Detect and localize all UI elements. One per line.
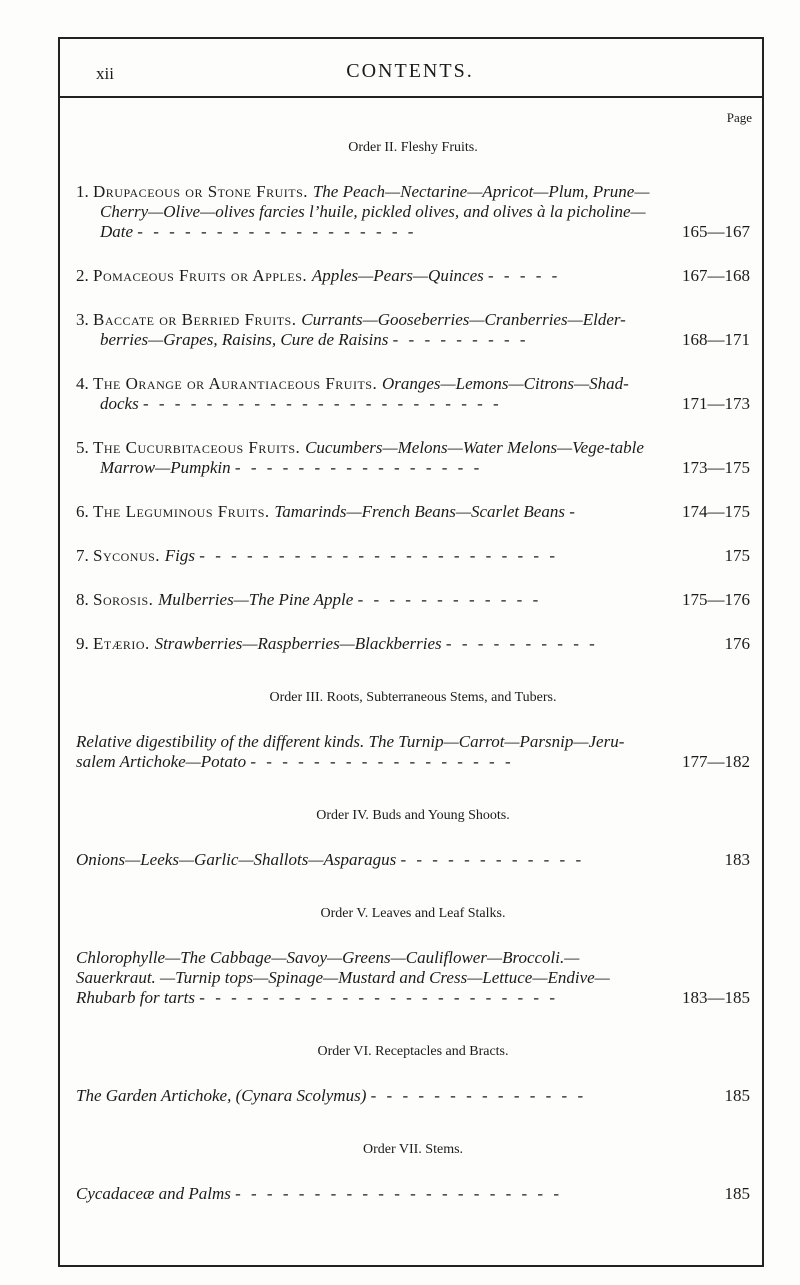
page-range: 185 <box>724 1086 750 1105</box>
entry-description: Tamarinds—French Beans—Scarlet Beans <box>274 502 570 521</box>
entry-number: 9. <box>76 634 93 653</box>
page-range: 174—175 <box>682 502 750 521</box>
toc-entry <box>76 850 750 870</box>
toc-entry <box>76 182 750 242</box>
toc-entry-text <box>76 182 750 242</box>
header-rule <box>60 96 764 98</box>
toc-entry <box>76 266 750 286</box>
page-range: 165—167 <box>682 222 750 241</box>
entry-description: Strawberries—Raspberries—Blackberries <box>154 634 446 653</box>
leader-dots: - - - - - - - - - - <box>445 634 598 653</box>
leader-dots: - - - - - - - - - - - - - - - - - - <box>137 222 417 241</box>
toc-entry-text <box>76 438 750 478</box>
order-heading: Order VII. Stems. <box>362 1142 464 1157</box>
leader-dots: - - - - - - - - - - - - - - - - - <box>250 752 514 771</box>
page-range: 185 <box>724 1184 750 1203</box>
leader-dots: - - - - - <box>488 266 561 285</box>
order-heading: Order VI. Receptacles and Bracts. <box>317 1044 509 1059</box>
page-range: 183—185 <box>682 988 750 1007</box>
toc-entry <box>76 374 750 414</box>
entry-heading: Baccate or Berried Fruits. <box>93 310 302 329</box>
entry-number: 5. <box>76 438 93 457</box>
toc-entry-text <box>76 1086 750 1106</box>
entry-description: The Garden Artichoke, (Cynara Scolymus) <box>76 1086 371 1105</box>
entry-number: 7. <box>76 546 93 565</box>
entry-number: 4. <box>76 374 93 393</box>
entry-heading: Sorosis. <box>93 590 159 609</box>
entry-description: Onions—Leeks—Garlic—Shallots—Asparagus <box>76 850 401 869</box>
page-range: 175—176 <box>682 590 750 609</box>
toc-entry <box>76 634 750 654</box>
page-range: 175 <box>724 546 750 565</box>
page-range: 171—173 <box>682 394 750 413</box>
leader-dots: - - - - - - - - - - - - - - - - - - - - - - - <box>199 988 558 1007</box>
page-range: 183 <box>724 850 750 869</box>
page-range: 167—168 <box>682 266 750 285</box>
entry-heading: The Cucurbitaceous Fruits. <box>93 438 306 457</box>
page-range: 173—175 <box>682 458 750 477</box>
leader-dots: - - - - - - - - - - - - - - - - - - - - - - - <box>199 546 558 565</box>
entry-number: 6. <box>76 502 93 521</box>
leader-dots: - - - - - - - - - <box>392 330 529 349</box>
entry-heading: Pomaceous Fruits or Apples. <box>93 266 312 285</box>
entry-heading: Syconus. <box>93 546 165 565</box>
entry-description: Relative digestibility of the different kinds. The Turnip—Carrot—Parsnip—Jeru-salem Artichoke—Potato <box>76 732 625 771</box>
table-of-contents <box>76 140 750 1228</box>
entry-description: Apples—Pears—Quinces <box>311 266 488 285</box>
toc-entry <box>76 438 750 478</box>
entry-heading: Drupaceous or Stone Fruits. <box>93 182 313 201</box>
order-heading: Order IV. Buds and Young Shoots. <box>316 808 510 823</box>
toc-entry-text <box>76 732 750 772</box>
toc-entry-text <box>76 1184 750 1204</box>
toc-entry <box>76 948 750 1008</box>
entry-number: 8. <box>76 590 93 609</box>
page-column-label: Page <box>726 110 752 125</box>
entry-description: Currants—Gooseberries—Cranberries—Elder-berries—Grapes, Raisins, Cure de Raisins <box>100 310 626 349</box>
leader-dots: - - - - - - - - - - - - - - - - - - - - - - - <box>142 394 502 413</box>
order-heading: Order V. Leaves and Leaf Stalks. <box>320 906 506 921</box>
entry-description: Chlorophylle—The Cabbage—Savoy—Greens—Cauliflower—Broccoli.—Sauerkraut. —Turnip tops—Spinage—Mustard and Cress—Lettuce—Endive—Rhubarb for tarts <box>76 948 610 1007</box>
toc-entry-text <box>76 546 750 566</box>
leader-dots: - - - - - - - - - - - - - - - - - - - - - <box>235 1184 562 1203</box>
folio: xii <box>96 64 114 83</box>
entry-heading: The Leguminous Fruits. <box>93 502 275 521</box>
entry-description: Mulberries—The Pine Apple <box>158 590 358 609</box>
order-heading: Order II. Fleshy Fruits. <box>348 140 478 155</box>
toc-entry-text <box>76 266 750 286</box>
entry-description: Cycadaceæ and Palms <box>76 1184 236 1203</box>
toc-entry-text <box>76 502 750 522</box>
toc-entry <box>76 310 750 350</box>
leader-dots: - - - - - - - - - - - - - - <box>370 1086 587 1105</box>
toc-entry <box>76 732 750 772</box>
entry-description: The Peach—Nectarine—Apricot—Plum, Prune—Cherry—Olive—olives farcies l’huile, pickled olives, and olives à la picholine—Date <box>100 182 650 241</box>
toc-entry <box>76 502 750 522</box>
toc-entry-text <box>76 948 750 1008</box>
entry-number: 3. <box>76 310 93 329</box>
toc-entry-text <box>76 374 750 414</box>
entry-description: Figs <box>164 546 200 565</box>
toc-entry <box>76 590 750 610</box>
order-heading: Order III. Roots, Subterraneous Stems, and Tubers. <box>269 690 557 705</box>
toc-entry <box>76 1184 750 1204</box>
page-range: 177—182 <box>682 752 750 771</box>
entry-description: Cucumbers—Melons—Water Melons—Vege-table Marrow—Pumpkin <box>100 438 644 477</box>
page-title: CONTENTS. <box>346 60 474 82</box>
entry-number: 2. <box>76 266 93 285</box>
toc-entry <box>76 1086 750 1106</box>
entry-heading: The Orange or Aurantiaceous Fruits. <box>93 374 382 393</box>
leader-dots: - - - - - - - - - - - - - - - - <box>234 458 483 477</box>
toc-entry <box>76 546 750 566</box>
toc-entry-text <box>76 850 750 870</box>
entry-description: Oranges—Lemons—Citrons—Shad-docks <box>100 374 629 413</box>
page-range: 176 <box>724 634 750 653</box>
leader-dots: - - - - - - - - - - - - <box>400 850 585 869</box>
toc-entry-text <box>76 590 750 610</box>
entry-heading: Etærio. <box>93 634 155 653</box>
entry-number: 1. <box>76 182 93 201</box>
leader-dots: - - - - - - - - - - - - <box>357 590 542 609</box>
toc-entry-text <box>76 310 750 350</box>
leader-dots: - <box>569 502 578 521</box>
running-head <box>80 60 740 90</box>
toc-entry-text <box>76 634 750 654</box>
page-range: 168—171 <box>682 330 750 349</box>
